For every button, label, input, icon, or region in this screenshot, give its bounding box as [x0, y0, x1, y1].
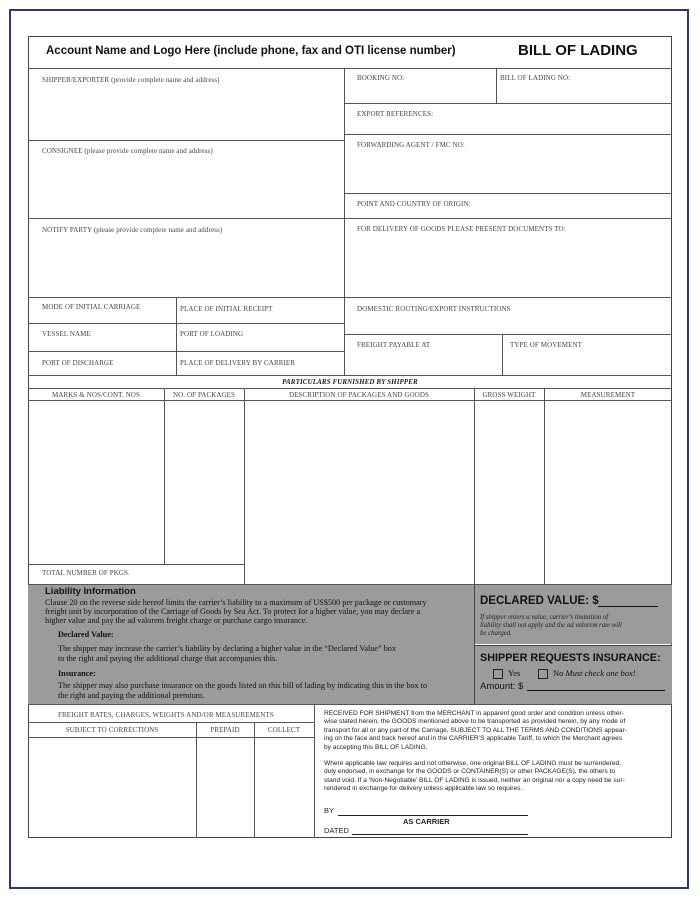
received-line: duly endorsed, in exchange for the GOODS or CONTAINER(S) or other PACKAGE(S), the others to [324, 768, 616, 776]
received-line: stand void. If a ‘Non-Negotiable’ BILL OF LADING is issued, neither an original nor a copy need be sur- [324, 776, 625, 784]
export-references-label[interactable]: EXPORT REFERENCES: [357, 110, 434, 118]
declared-value-text-2: to the right and paying the additional charge that accompanies this. [58, 654, 278, 663]
total-packages-label[interactable]: TOTAL NUMBER OF PKGS. [42, 569, 130, 577]
freight-col-collect: COLLECT [267, 726, 301, 734]
divider [28, 323, 344, 324]
liability-line-3: higher value and pay the ad valorem freight charge or purchase cargo insurance. [45, 616, 308, 625]
insurance-no-option[interactable] [538, 668, 636, 679]
received-line: rendered in exchange for delivery unless applicable law so requires. [324, 785, 523, 793]
divider [164, 388, 165, 564]
insurance-amount-input-line[interactable] [527, 690, 665, 691]
discharge-label[interactable]: PORT OF DISCHARGE [42, 359, 114, 367]
col-gross-weight: GROSS WEIGHT [482, 391, 536, 399]
received-line: by accepting this BILL OF LADING. [324, 743, 428, 751]
divider [28, 297, 672, 298]
loading-label[interactable]: PORT OF LOADING [180, 330, 244, 338]
yes-label: Yes [508, 668, 521, 678]
divider [28, 564, 244, 565]
divider [502, 334, 503, 375]
freight-heading: FREIGHT RATES, CHARGES, WEIGHTS AND/OR MEASUREMENTS [58, 711, 274, 719]
received-terms [324, 710, 627, 794]
divider [176, 297, 177, 375]
insurance-text-1: The shipper may also purchase insurance on the goods listed on this bill of lading by indicating this in the box to [58, 681, 428, 690]
no-checkbox-note: Must check one box! [565, 668, 636, 678]
freight-payable-label[interactable]: FREIGHT PAYABLE AT [357, 341, 431, 349]
divider [28, 400, 672, 401]
divider [28, 704, 672, 705]
divider [344, 193, 672, 194]
received-line: wise stated herein, the GOODS mentioned above to be transported as provided herein, by any mode of [324, 718, 626, 726]
declared-value-input-line[interactable] [598, 606, 658, 607]
consignee-label[interactable]: CONSIGNEE (please provide complete name and address) [42, 147, 213, 155]
divider [314, 704, 315, 838]
movement-label[interactable]: TYPE OF MOVEMENT [510, 341, 582, 349]
received-line: Where applicable law requires and not otherwise, one original BILL OF LADING must be surrendered, [324, 760, 621, 768]
shipper-label[interactable]: SHIPPER/EXPORTER (provide complete name and address) [42, 76, 220, 84]
liability-line-2: freight unit by incorporation of the Carriage of Goods by Sea Act. To protect for a higher value, you may declare a [45, 607, 421, 616]
col-marks: MARKS & NOS/CONT. NOS [52, 391, 140, 399]
declared-value-title: DECLARED VALUE: $ [480, 595, 599, 607]
by-signature-line[interactable] [338, 815, 528, 816]
declared-value-note-1: If shipper enters a value, carrier’s limitation of [480, 614, 609, 621]
divider [28, 737, 314, 738]
divider [344, 218, 672, 219]
divider [544, 388, 545, 584]
dated-line[interactable] [352, 834, 528, 835]
divider [474, 388, 475, 584]
divider [28, 722, 314, 723]
received-line: transport for all or any part of the Carriage, SUBJECT TO ALL THE TERMS AND CONDITIONS appear- [324, 726, 627, 734]
domestic-routing-label[interactable]: DOMESTIC ROUTING/EXPORT INSTRUCTIONS [357, 305, 511, 313]
for-delivery-label[interactable]: FOR DELIVERY OF GOODS PLEASE PRESENT DOCUMENTS TO: [357, 225, 566, 233]
receipt-label[interactable]: PLACE OF INITIAL RECEIPT [180, 305, 273, 313]
col-description: DESCRIPTION OF PACKAGES AND GOODS [289, 391, 429, 399]
declared-value-note-2: liability shall not apply and the ad valorem rate will [480, 622, 622, 629]
by-label: BY [324, 806, 335, 815]
divider [28, 584, 672, 585]
forwarding-agent-label[interactable]: FORWARDING AGENT / FMC NO: [357, 141, 465, 149]
liability-line-1: Clause 20 on the reverse side hereof limits the carrier’s liability to a maximum of US$500 per package or customary [45, 598, 427, 607]
no-checkbox[interactable] [538, 669, 548, 679]
divider [28, 218, 344, 219]
divider [28, 388, 672, 389]
insurance-amount-label: Amount: $ [480, 681, 524, 692]
mode-label[interactable]: MODE OF INITIAL CARRIAGE [42, 303, 141, 311]
booking-label[interactable]: BOOKING NO: [357, 74, 405, 82]
declared-value-subtitle: Declared Value: [58, 630, 114, 639]
divider [28, 140, 344, 141]
received-line: ing on the face and back hereof and in the CARRIER’S applicable Tariff, to which the Merchant agrees [324, 735, 623, 743]
col-packages: NO. OF PACKAGES [172, 391, 236, 399]
bol-number-label[interactable]: BILL OF LADING NO: [500, 74, 571, 82]
declared-value-text-1: The shipper may increase the carrier’s liability by declaring a higher value in the “Declared Value” box [58, 644, 396, 653]
insurance-subtitle: Insurance: [58, 669, 96, 678]
divider [344, 103, 672, 104]
divider [344, 334, 672, 335]
insurance-yes-option[interactable] [493, 668, 520, 679]
insurance-text-2: the right and paying the additional premium. [58, 691, 205, 700]
col-measurement: MEASUREMENT [580, 391, 636, 399]
account-header: Account Name and Logo Here (include phone, fax and OTI license number) [46, 45, 456, 57]
divider [474, 584, 475, 704]
divider [28, 375, 672, 376]
insurance-request-title: SHIPPER REQUESTS INSURANCE: [480, 652, 661, 664]
yes-checkbox[interactable] [493, 669, 503, 679]
freight-col-corrections: SUBJECT TO CORRECTIONS [65, 726, 159, 734]
freight-col-prepaid: PREPAID [210, 726, 240, 734]
divider [196, 722, 197, 838]
divider [344, 134, 672, 135]
liability-title: Liability Information [45, 586, 136, 597]
divider [28, 68, 672, 69]
particulars-heading: PARTICULARS FURNISHED BY SHIPPER [282, 378, 418, 386]
no-label: No [553, 668, 564, 678]
divider [28, 351, 344, 352]
divider [254, 722, 255, 838]
received-line: RECEIVED FOR SHIPMENT from the MERCHANT in apparent good order and condition unless other- [324, 710, 624, 717]
dated-label: DATED [324, 826, 349, 835]
document-title: BILL OF LADING [518, 42, 638, 59]
center-divider [344, 68, 345, 375]
divider [474, 645, 672, 646]
notify-party-label[interactable]: NOTIFY PARTY (please provide complete name and address) [42, 226, 223, 234]
vessel-label[interactable]: VESSEL NAME [42, 330, 91, 338]
as-carrier-label: AS CARRIER [403, 817, 450, 826]
divider [496, 68, 497, 103]
declared-value-note-3: be charged. [480, 630, 512, 637]
divider [244, 388, 245, 584]
origin-label[interactable]: POINT AND COUNTRY OF ORIGIN: [357, 200, 471, 208]
delivery-label[interactable]: PLACE OF DELIVERY BY CARRIER [180, 359, 296, 367]
